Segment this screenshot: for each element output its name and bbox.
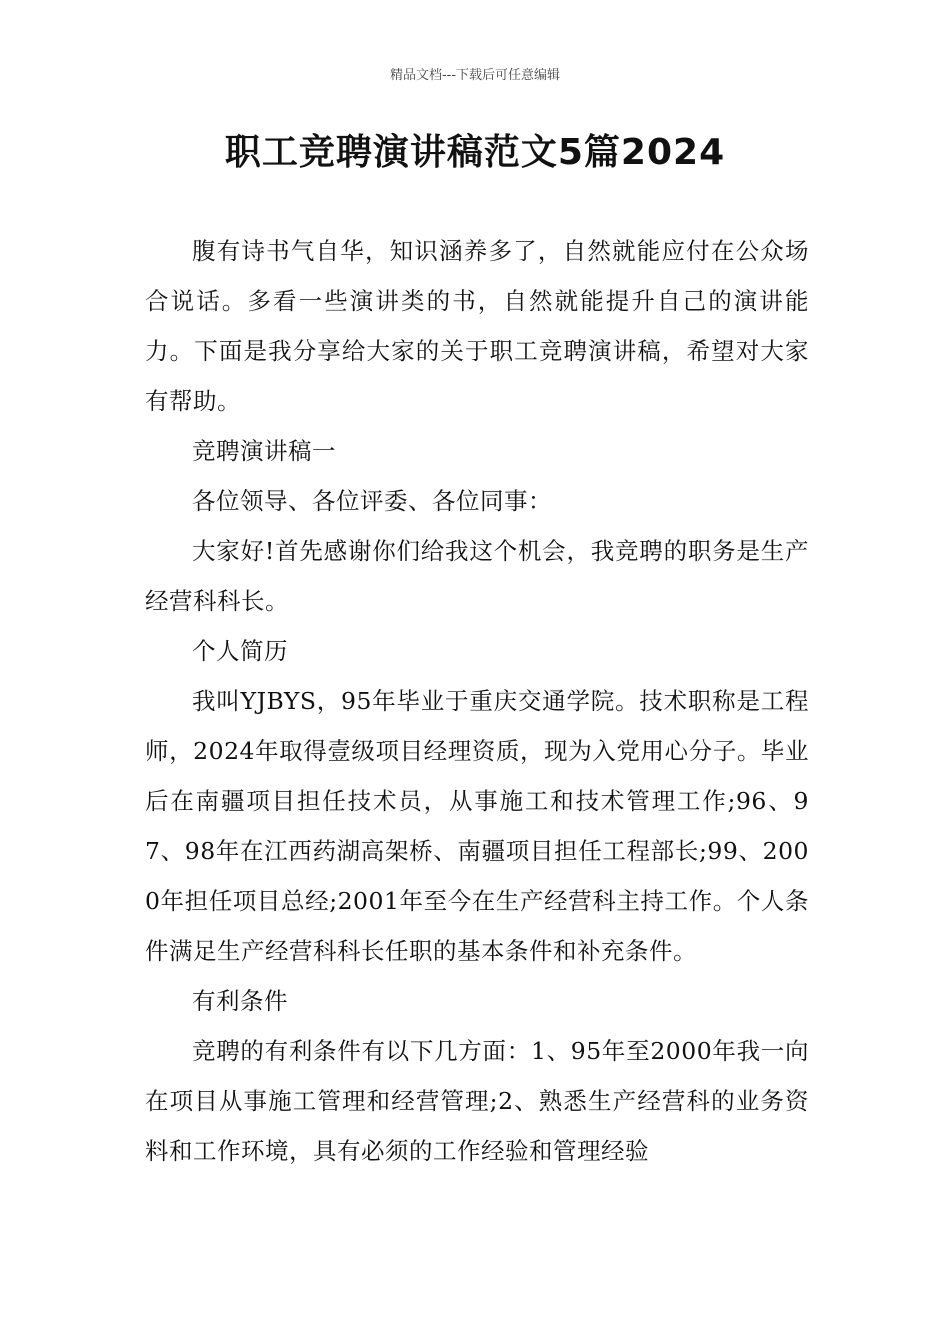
paragraph-greeting: 大家好!首先感谢你们给我这个机会，我竞聘的职务是生产经营科科长。: [145, 537, 809, 615]
heading-speech-one: 竞聘演讲稿一: [192, 437, 336, 465]
header-note: 精品文档---下载后可任意编辑: [389, 68, 561, 83]
heading-advantages: 有利条件: [192, 987, 288, 1015]
document-title: 职工竞聘演讲稿范文5篇2024: [224, 132, 726, 173]
paragraph-resume: 我叫YJBYS，95年毕业于重庆交通学院。技术职称是工程师，2024年取得壹级项目经理资质，现为入党用心分子。毕业后在南疆项目担任技术员，从事施工和技术管理工作;96、97、98年在江西药湖高架桥、南疆项目担任工程部长;99、2000年担任项目总经;2001年至今在生产经营科主持工作。个人条件满足生产经营科科长任职的基本条件和补充条件。: [145, 687, 809, 965]
paragraph-intro: 腹有诗书气自华，知识涵养多了，自然就能应付在公众场合说话。多看一些演讲类的书，自然就能提升自己的演讲能力。下面是我分享给大家的关于职工竞聘演讲稿，希望对大家有帮助。: [145, 237, 809, 415]
paragraph-advantages: 竞聘的有利条件有以下几方面：1、95年至2000年我一向在项目从事施工管理和经营管理;2、熟悉生产经营科的业务资料和工作环境，具有必须的工作经验和管理经验: [145, 1037, 809, 1165]
heading-resume: 个人简历: [192, 637, 288, 665]
document-body: [145, 226, 809, 1176]
paragraph-salutation: 各位领导、各位评委、各位同事：: [192, 487, 552, 515]
